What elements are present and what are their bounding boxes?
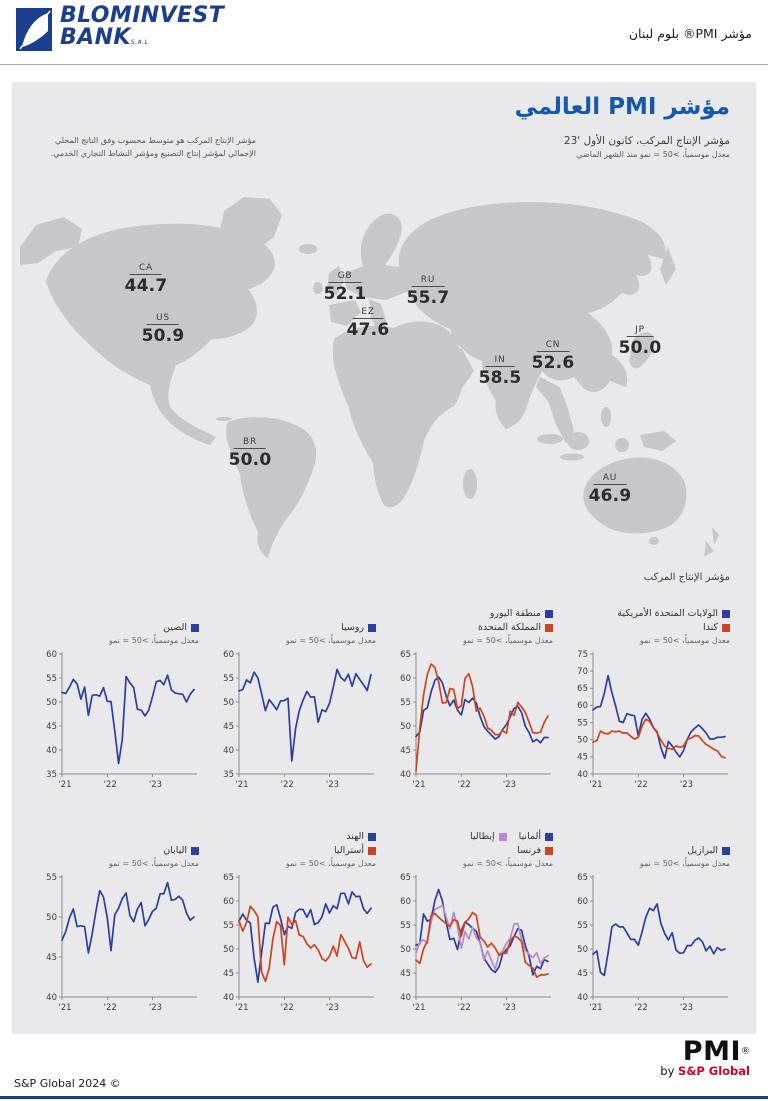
island-java: [560, 454, 584, 461]
svg-text:45: 45: [400, 745, 411, 756]
charts-section: [38, 572, 730, 1019]
legend-label: فرنسا: [517, 845, 541, 856]
svg-text:'23: '23: [502, 780, 517, 790]
legend-swatch-icon: [545, 624, 553, 632]
svg-text:55: 55: [400, 920, 411, 931]
islands-philippines: [601, 407, 611, 427]
chart-cell-brazil: [569, 810, 730, 1019]
registered-mark: ®: [741, 1046, 750, 1057]
svg-text:40: 40: [400, 769, 411, 780]
country-code: BR: [234, 437, 266, 449]
pmi-logo-text: PMI: [682, 1036, 741, 1067]
svg-text:50: 50: [577, 735, 588, 746]
svg-text:'22: '22: [103, 780, 117, 790]
svg-text:'21: '21: [58, 1003, 72, 1013]
svg-text:65: 65: [577, 872, 588, 883]
svg-text:45: 45: [577, 968, 588, 979]
legend-swatch-icon: [545, 833, 553, 841]
line-chart-india-australia: [215, 871, 375, 1019]
svg-text:'22: '22: [457, 1003, 471, 1013]
svg-text:60: 60: [400, 673, 411, 684]
line-chart-china: [38, 648, 198, 796]
chart-cell-india-australia: [215, 810, 376, 1019]
svg-text:40: 40: [223, 745, 234, 756]
country-code: EZ: [352, 307, 383, 319]
legend-swatch-icon: [499, 833, 507, 841]
panel-subtitle: [564, 135, 730, 159]
svg-text:'22: '22: [634, 1003, 648, 1013]
map-label-cn: [532, 332, 575, 373]
svg-text:50: 50: [46, 697, 57, 708]
legend-label: أستراليا: [333, 845, 364, 856]
legend-swatch-icon: [368, 847, 376, 855]
svg-text:'23: '23: [325, 780, 340, 790]
pmi-value: 52.1: [323, 284, 367, 304]
chart-note: معدل موسمياً، >50 = نمو: [639, 859, 730, 868]
logo-sal: S.A.L: [130, 39, 149, 46]
svg-text:35: 35: [46, 769, 57, 780]
pmi-value: 47.6: [346, 320, 390, 340]
islands-caribbean: [216, 417, 232, 421]
svg-text:'22: '22: [457, 780, 471, 790]
svg-text:50: 50: [400, 721, 411, 732]
logo-line2: BANKS.A.L: [60, 25, 149, 50]
chart-legend: [392, 587, 553, 648]
svg-text:65: 65: [400, 872, 411, 883]
pmi-value: 50.0: [618, 338, 662, 358]
country-code: JP: [626, 325, 654, 337]
svg-text:55: 55: [577, 920, 588, 931]
pmi-value: 50.9: [141, 326, 185, 346]
panel-subtitle-line2: معدل موسمياً، >50 = نمو منذ الشهر الماضي: [576, 150, 730, 159]
islands-new-zealand: [704, 527, 719, 557]
legend-label: كندا: [702, 622, 718, 633]
svg-text:'21: '21: [412, 780, 426, 790]
legend-swatch-icon: [722, 624, 730, 632]
svg-text:55: 55: [46, 872, 57, 883]
chart-cell-china: [38, 587, 199, 796]
chart-legend: [215, 810, 376, 871]
chart-legend: [392, 810, 553, 871]
legend-label: البرازيل: [687, 845, 718, 856]
legend-label: ألمانيا: [518, 831, 541, 842]
svg-text:50: 50: [223, 944, 234, 955]
legend-swatch-icon: [722, 847, 730, 855]
pmi-value: 46.9: [588, 486, 632, 506]
island-borneo: [567, 432, 589, 450]
svg-text:'22: '22: [280, 1003, 294, 1013]
legend-swatch-icon: [191, 847, 199, 855]
svg-text:45: 45: [223, 968, 234, 979]
svg-text:'23: '23: [148, 780, 163, 790]
svg-text:45: 45: [46, 952, 57, 963]
svg-text:60: 60: [577, 701, 588, 712]
chart-cell-japan: [38, 810, 199, 1019]
panel-title: مؤشر PMI العالمي: [514, 94, 730, 120]
svg-text:'21: '21: [235, 780, 249, 790]
svg-text:60: 60: [223, 896, 234, 907]
charts-grid: [38, 587, 730, 1019]
pmi-value: 52.6: [531, 353, 575, 373]
chart-cell-us-canada: [569, 587, 730, 796]
svg-text:60: 60: [577, 896, 588, 907]
copyright: S&P Global 2024 ©: [14, 1077, 121, 1090]
svg-text:45: 45: [577, 752, 588, 763]
legend-row: [687, 845, 730, 856]
line-chart-japan: [38, 871, 198, 1019]
svg-text:40: 40: [577, 992, 588, 1003]
legend-row: [163, 845, 199, 856]
map-label-us: [142, 305, 185, 346]
map-label-in: [479, 347, 522, 388]
svg-text:40: 40: [46, 992, 57, 1003]
svg-text:55: 55: [46, 673, 57, 684]
svg-text:65: 65: [577, 684, 588, 695]
legend-entry: [163, 622, 199, 633]
legend-entry: [703, 622, 730, 633]
legend-entry: [617, 608, 730, 619]
line-chart-us-canada: [569, 648, 729, 796]
island-sulawesi: [615, 438, 629, 452]
legend-label: الولايات المتحدة الأمريكية: [617, 608, 718, 619]
panel-subtitle-line1: مؤشر الإنتاج المركب، كانون الأول '23: [563, 135, 730, 147]
legend-row: [703, 622, 730, 633]
legend-row: [478, 622, 553, 633]
pmi-value: 55.7: [406, 288, 450, 308]
chart-note: معدل موسمياً، >50 = نمو: [285, 636, 376, 645]
svg-text:55: 55: [223, 673, 234, 684]
country-code: IN: [486, 355, 515, 367]
legend-entry: [346, 831, 376, 842]
svg-text:'21: '21: [235, 1003, 249, 1013]
legend-label: الهند: [346, 831, 364, 842]
legend-swatch-icon: [722, 610, 730, 618]
svg-text:60: 60: [400, 896, 411, 907]
country-code: AU: [594, 473, 626, 485]
panel-description: مؤشر الإنتاج المركب هو متوسط محسوب وفق الناتج المحلي الإجمالي لمؤشر إنتاج التصنيع ومؤشر النشاط التجاري الخدمي.: [50, 136, 256, 158]
legend-label: اليابان: [163, 845, 187, 856]
legend-row: [490, 608, 553, 619]
legend-entry: [687, 845, 730, 856]
page-footer: [0, 1034, 768, 1096]
chart-note: معدل موسمياً، >50 = نمو: [639, 636, 730, 645]
chart-cell-eurozone-uk: [392, 587, 553, 796]
island-ireland: [313, 282, 323, 294]
chart-legend: [569, 587, 730, 648]
svg-text:'23: '23: [679, 780, 694, 790]
pmi-value: 44.7: [124, 276, 168, 296]
region-scandinavia: [361, 214, 402, 275]
legend-label: المملكة المتحدة: [477, 622, 541, 633]
island-new-guinea: [640, 431, 676, 451]
svg-text:50: 50: [577, 944, 588, 955]
island-sumatra: [537, 434, 563, 444]
pmi-value: 50.0: [228, 450, 272, 470]
chart-cell-russia: [215, 587, 376, 796]
svg-text:60: 60: [46, 649, 57, 660]
legend-swatch-icon: [545, 847, 553, 855]
line-chart-russia: [215, 648, 375, 796]
svg-text:'23: '23: [148, 1003, 163, 1013]
page-header: [0, 0, 768, 65]
legend-entry: [470, 831, 507, 842]
blominvest-logo: [14, 3, 224, 53]
svg-text:55: 55: [400, 697, 411, 708]
country-code: US: [147, 313, 179, 325]
map-label-ru: [407, 267, 450, 308]
section-label: مؤشر الإنتاج المركب: [643, 572, 730, 583]
legend-row: [470, 831, 553, 842]
svg-text:'21: '21: [412, 1003, 426, 1013]
line-chart-brazil: [569, 871, 729, 1019]
legend-row: [617, 608, 730, 619]
legend-row: [517, 845, 553, 856]
legend-entry: [334, 845, 376, 856]
map-label-jp: [619, 317, 662, 358]
legend-swatch-icon: [545, 610, 553, 618]
svg-text:45: 45: [46, 721, 57, 732]
line-chart-eurozone-uk: [392, 648, 552, 796]
svg-text:40: 40: [577, 769, 588, 780]
svg-text:'22: '22: [634, 780, 648, 790]
pmi-logo: [660, 1036, 750, 1078]
legend-swatch-icon: [191, 624, 199, 632]
map-label-br: [229, 429, 272, 470]
legend-entry: [517, 845, 553, 856]
svg-text:65: 65: [223, 872, 234, 883]
legend-entry: [490, 608, 553, 619]
legend-row: [346, 831, 376, 842]
svg-text:'22: '22: [280, 780, 294, 790]
svg-text:45: 45: [400, 968, 411, 979]
svg-text:40: 40: [46, 745, 57, 756]
pmi-by-line: by S&P Global: [660, 1064, 750, 1078]
logo-text: [60, 5, 224, 49]
legend-entry: [163, 845, 199, 856]
svg-text:70: 70: [577, 666, 588, 677]
pmi-value: 58.5: [478, 368, 522, 388]
legend-row: [163, 622, 199, 633]
bottom-accent-bar: [0, 1096, 768, 1099]
svg-text:40: 40: [400, 992, 411, 1003]
svg-text:'21: '21: [589, 780, 603, 790]
country-code: GB: [329, 271, 362, 283]
legend-row: [334, 845, 376, 856]
logo-line1: BLOMINVEST: [60, 3, 225, 28]
legend-label: الصين: [163, 622, 187, 633]
country-code: CN: [537, 340, 570, 352]
legend-swatch-icon: [368, 624, 376, 632]
svg-text:55: 55: [577, 718, 588, 729]
country-code: RU: [412, 275, 444, 287]
svg-text:60: 60: [223, 649, 234, 660]
pmi-panel: [12, 82, 756, 1034]
legend-entry: [519, 831, 553, 842]
svg-text:'23: '23: [502, 1003, 517, 1013]
region-southeast-asia: [536, 377, 574, 443]
legend-entry: [341, 622, 376, 633]
svg-text:35: 35: [223, 769, 234, 780]
svg-text:50: 50: [223, 697, 234, 708]
svg-text:'23: '23: [679, 1003, 694, 1013]
svg-text:40: 40: [223, 992, 234, 1003]
svg-text:50: 50: [46, 912, 57, 923]
svg-text:'22: '22: [103, 1003, 117, 1013]
map-label-ca: [125, 255, 168, 296]
chart-note: معدل موسمياً، >50 = نمو: [462, 859, 553, 868]
legend-label: روسيا: [341, 622, 364, 633]
chart-legend: [215, 587, 376, 648]
world-map: [12, 189, 756, 574]
chart-note: معدل موسمياً، >50 = نمو: [285, 859, 376, 868]
blominvest-emblem-icon: [14, 3, 54, 53]
report-title-arabic: مؤشر PMI® بلوم لبنان: [628, 26, 752, 41]
legend-label: منطقة اليورو: [489, 608, 541, 619]
island-iceland: [299, 244, 317, 254]
sp-global-wordmark: S&P Global: [678, 1064, 750, 1078]
legend-entry: [478, 622, 553, 633]
svg-text:'21: '21: [589, 1003, 603, 1013]
map-label-au: [589, 465, 632, 506]
map-label-ez: [347, 299, 390, 340]
chart-legend: [38, 810, 199, 871]
chart-legend: [38, 587, 199, 648]
svg-text:'23: '23: [325, 1003, 340, 1013]
legend-row: [341, 622, 376, 633]
legend-label: إيطاليا: [470, 831, 495, 842]
line-chart-germany-italy-france: [392, 871, 552, 1019]
chart-cell-germany-italy-france: [392, 810, 553, 1019]
svg-text:75: 75: [577, 649, 588, 660]
map-label-gb: [324, 263, 367, 304]
legend-swatch-icon: [368, 833, 376, 841]
chart-legend: [569, 810, 730, 871]
country-code: CA: [130, 263, 162, 275]
chart-note: معدل موسمياً، >50 = نمو: [108, 636, 199, 645]
chart-note: معدل موسمياً، >50 = نمو: [108, 859, 199, 868]
svg-text:55: 55: [223, 920, 234, 931]
svg-text:65: 65: [400, 649, 411, 660]
svg-text:50: 50: [400, 944, 411, 955]
island-madagascar: [463, 469, 477, 499]
island-tasmania: [649, 537, 659, 545]
svg-text:45: 45: [223, 721, 234, 732]
svg-text:'21: '21: [58, 780, 72, 790]
chart-note: معدل موسمياً، >50 = نمو: [462, 636, 553, 645]
